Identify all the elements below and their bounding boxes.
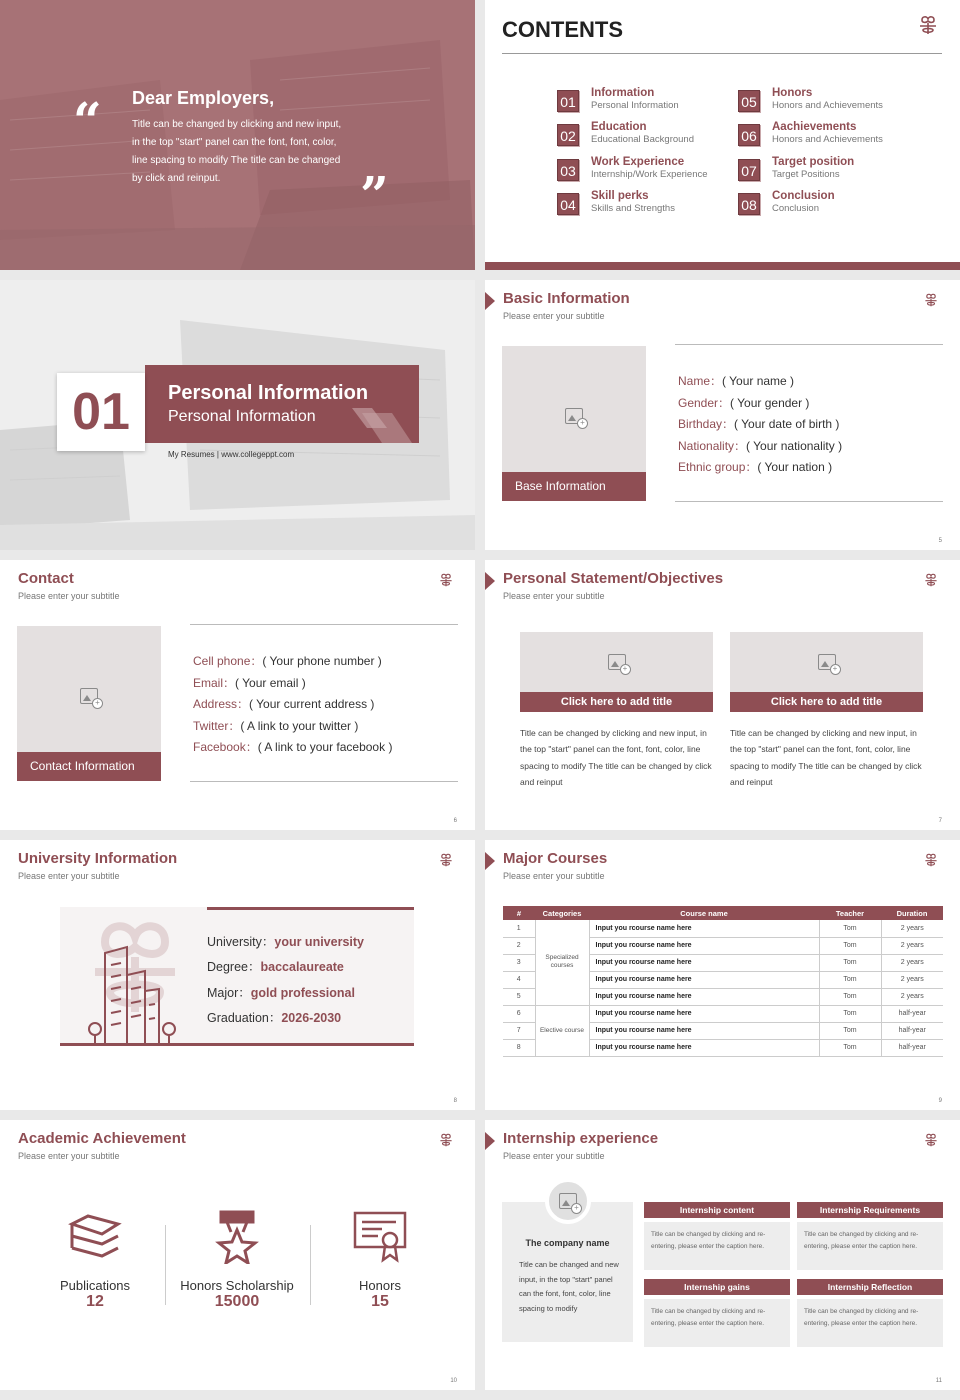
page-number: 10 [450,1378,457,1384]
toc-title: Skill perks [591,190,649,202]
company-logo-placeholder[interactable] [545,1178,591,1224]
info-row [678,371,842,393]
info-key: University： [207,935,275,949]
page-number: 5 [938,538,942,544]
info-value[interactable]: ( Your nation ) [757,460,833,475]
slide-subtitle[interactable]: Please enter your subtitle [503,311,605,321]
info-row [678,414,842,436]
university-logo-icon [924,852,938,868]
info-value[interactable]: 2026-2030 [281,1010,342,1025]
toc-number: 07 [738,159,760,181]
company-description[interactable]: Title can be changed and new input, in the top "start" panel can the font, font, color, line spacing to modify [519,1260,619,1313]
slide-title[interactable]: University Information [18,850,178,867]
box-title: Internship content [644,1202,790,1218]
toc-subtitle: Personal Information [591,100,679,111]
column-header: # [503,906,535,920]
slide-title[interactable]: Personal Statement/Objectives [503,570,724,587]
divider [60,1043,414,1046]
image-placeholder-icon [559,1193,577,1209]
info-row [207,930,364,955]
image-placeholder-icon [80,688,98,704]
info-key: Cell phone： [193,654,263,668]
duration-cell[interactable]: half-year [881,1022,943,1039]
slide-title[interactable]: Contact [18,570,74,587]
duration-cell[interactable]: 2 years [881,937,943,954]
university-logo-icon [924,572,938,588]
info-list [193,651,392,759]
course-name-cell[interactable]: Input you rcourse name here [589,954,819,971]
university-logo-icon [439,1132,453,1148]
row-number: 1 [503,920,535,937]
info-key: Degree： [207,960,261,975]
card-text[interactable]: Title can be changed by clicking and new input, in the top "start" panel can the font, font, color, line spacing to modify The title can be changed by click and reinput [520,728,712,787]
toc-subtitle: Internship/Work Experience [591,169,708,180]
image-placeholder-icon [608,654,626,670]
table-row [503,920,943,937]
contents-title: CONTENTS [502,17,623,42]
course-name-cell[interactable]: Input you rcourse name here [589,1022,819,1039]
certificate-icon [352,1210,408,1264]
info-row [193,694,392,716]
info-row [207,955,364,980]
divider [675,344,943,345]
teacher-cell[interactable]: Tom [819,1005,881,1022]
info-row [678,457,842,479]
page-number: 7 [938,818,942,824]
photo-label: Contact Information [17,752,161,781]
photo-placeholder[interactable] [502,346,646,501]
info-value[interactable]: ( Your phone number ) [262,654,382,668]
info-row [193,673,392,695]
toc-subtitle: Skills and Strengths [591,203,675,214]
duration-cell[interactable]: 2 years [881,971,943,988]
info-value[interactable]: ( Your name ) [722,374,795,388]
page-number: 8 [453,1098,457,1104]
title-arrow-icon [485,292,495,310]
section-number: 01 [57,373,145,451]
info-value[interactable]: ( A link to your twitter ) [240,718,359,733]
internship-gains-box[interactable] [644,1279,790,1347]
open-quote-icon: “ [73,91,102,150]
image-placeholder-icon [818,654,836,670]
column-header: Categories [535,906,589,920]
course-name-cell[interactable]: Input you rcourse name here [589,1039,819,1056]
category-cell[interactable]: Elective course [535,1005,589,1056]
card-title[interactable]: Click here to add title [520,692,713,712]
teacher-cell[interactable]: Tom [819,988,881,1005]
toc-subtitle: Honors and Achievements [772,134,883,145]
info-value[interactable]: ( Your current address ) [249,697,375,712]
toc-subtitle: Target Positions [772,169,840,180]
box-text[interactable]: Title can be changed by clicking and re-entering, please enter the caption here. [797,1222,943,1270]
slide-subtitle[interactable]: Please enter your subtitle [503,871,605,881]
section-tagline: My Resumes | www.collegeppt.com [168,450,295,459]
slide-title[interactable]: Academic Achievement [18,1130,186,1147]
duration-cell[interactable]: half-year [881,1039,943,1056]
row-number: 3 [503,954,535,971]
row-number: 4 [503,971,535,988]
slide-title[interactable]: Major Courses [503,850,608,867]
toc-number: 02 [557,124,579,146]
divider [207,907,414,910]
internship-requirements-box[interactable] [797,1202,943,1270]
info-value[interactable]: ( Your gender ) [730,395,810,410]
info-value[interactable]: ( Your email ) [235,675,306,690]
slide-subtitle[interactable]: Please enter your subtitle [18,871,120,881]
slide-body-text[interactable]: Title can be changed by clicking and new input, in the top "start" panel can the font, font, color, line spacing to modify The title can be changed by click and reinput. [132,119,342,184]
slide-subtitle[interactable]: Please enter your subtitle [18,591,120,601]
medal-star-icon [215,1210,259,1264]
info-row [678,393,842,415]
box-text[interactable]: Title can be changed by clicking and re-entering, please enter the caption here. [797,1299,943,1347]
toc-number: 04 [557,193,579,215]
stat-publications [35,1278,155,1311]
university-logo-icon [918,14,938,36]
university-logo-icon [439,852,453,868]
page-number: 9 [938,1098,942,1104]
info-row [207,981,364,1006]
row-number: 8 [503,1039,535,1056]
divider [675,501,943,502]
section-subtitle[interactable]: Personal Information [168,408,316,425]
table-header-row [503,906,943,920]
box-text[interactable]: Title can be changed by clicking and re-entering, please enter the caption here. [644,1222,790,1270]
slide-section-divider [0,280,475,550]
info-list [678,371,842,479]
info-row [193,716,392,738]
row-number: 7 [503,1022,535,1039]
stat-value[interactable]: 12 [86,1293,104,1310]
info-row [193,737,392,759]
slide-university-information [0,840,475,1110]
section-title[interactable]: Personal Information [168,382,369,404]
close-quote-icon: ” [360,165,389,224]
course-name-cell[interactable]: Input you rcourse name here [589,920,819,937]
box-title: Internship Requirements [797,1202,943,1218]
toc-subtitle: Conclusion [772,203,819,214]
info-key: Nationality： [678,438,747,453]
statement-card-image[interactable] [520,632,713,712]
column-header: Duration [881,906,943,920]
city-buildings-icon [85,945,180,1045]
divider [165,1225,166,1305]
title-arrow-icon [485,852,495,870]
toc-number: 08 [738,193,760,215]
row-number: 5 [503,988,535,1005]
toc-number: 01 [557,90,579,112]
stat-label: Publications [59,1278,131,1293]
title-arrow-icon [485,1132,495,1150]
page-number: 6 [453,818,457,824]
stat-honors [320,1278,440,1311]
teacher-cell[interactable]: Tom [819,954,881,971]
box-title: Internship gains [644,1279,790,1295]
teacher-cell[interactable]: Tom [819,971,881,988]
toc-number: 06 [738,124,760,146]
info-value[interactable]: your university [274,935,364,949]
teacher-cell[interactable]: Tom [819,1022,881,1039]
stat-label: Honors Scholarship [180,1278,294,1293]
slide-subtitle[interactable]: Please enter your subtitle [503,591,605,601]
stat-label: Honors [359,1278,401,1293]
info-key: Ethnic group： [678,460,758,475]
info-value[interactable]: ( Your nationality ) [746,438,843,453]
toc-title: Conclusion [772,190,835,202]
photo-label: Base Information [502,472,646,501]
divider [190,781,458,782]
info-key: Name： [678,374,723,388]
course-name-cell[interactable]: Input you rcourse name here [589,988,819,1005]
card-title[interactable]: Click here to add title [730,692,923,712]
slide-title[interactable]: Dear Employers, [132,88,275,108]
decorative-shape [352,408,422,448]
teacher-cell[interactable]: Tom [819,937,881,954]
image-placeholder-icon [565,408,583,424]
info-key: Birthday： [678,417,735,432]
stat-value[interactable]: 15000 [214,1293,260,1310]
toc-title: Education [591,121,647,133]
info-key: Facebook： [193,740,258,755]
stat-honors-scholarship [172,1278,302,1311]
toc-title: Information [591,87,655,99]
slide-title[interactable]: Internship experience [503,1130,659,1147]
slide-personal-statement [485,560,960,830]
info-key: Graduation： [207,1010,282,1025]
table-row [503,1005,943,1022]
row-number: 6 [503,1005,535,1022]
info-row [207,1006,364,1031]
card-text[interactable]: Title can be changed by clicking and new input, in the top "start" panel can the font, font, color, line spacing to modify The title can be changed by click and reinput [730,728,922,787]
course-name-cell[interactable]: Input you rcourse name here [589,937,819,954]
category-cell[interactable]: Specialized courses [535,920,589,1005]
toc-title: Work Experience [591,156,685,168]
slide-title[interactable]: Basic Information [503,290,630,307]
info-row [678,436,842,458]
column-header: Course name [589,906,819,920]
toc-subtitle: Educational Background [591,134,694,145]
info-value[interactable]: ( Your date of birth ) [734,417,840,432]
divider [502,53,942,54]
info-key: Twitter： [193,718,241,733]
teacher-cell[interactable]: Tom [819,1039,881,1056]
company-name[interactable]: The company name [525,1238,610,1248]
duration-cell[interactable]: 2 years [881,920,943,937]
slide-intro [0,0,475,270]
books-stack-icon [68,1212,122,1260]
slide-contents [485,0,960,270]
info-value[interactable]: baccalaureate [260,960,344,975]
toc-number: 03 [557,159,579,181]
page-number: 11 [935,1378,942,1384]
row-number: 2 [503,937,535,954]
toc-title: Aachievements [772,121,857,133]
toc-title: Honors [772,87,813,99]
duration-cell[interactable]: 2 years [881,988,943,1005]
info-value[interactable]: gold professional [250,985,355,1000]
slide-contact [0,560,475,830]
stat-value[interactable]: 15 [371,1293,389,1310]
info-key: Email： [193,675,236,690]
info-key: Major： [207,985,251,1000]
box-text[interactable]: Title can be changed by clicking and re-entering, please enter the caption here. [644,1299,790,1347]
divider [310,1225,311,1305]
internship-content-box[interactable] [644,1202,790,1270]
duration-cell[interactable]: half-year [881,1005,943,1022]
box-title: Internship Reflection [797,1279,943,1295]
title-arrow-icon [485,572,495,590]
slide-subtitle[interactable]: Please enter your subtitle [503,1151,605,1161]
toc-number: 05 [738,90,760,112]
info-value[interactable]: ( A link to your facebook ) [257,740,393,755]
university-logo-icon [924,292,938,308]
slide-major-courses [485,840,960,1110]
course-name-cell[interactable]: Input you rcourse name here [589,971,819,988]
statement-card-image[interactable] [730,632,923,712]
internship-reflection-box[interactable] [797,1279,943,1347]
photo-placeholder[interactable] [17,626,161,781]
footer-bar [485,262,960,270]
courses-table [503,906,943,1057]
university-logo-icon [924,1132,938,1148]
toc-title: Target position [772,156,855,168]
university-info-list [207,930,364,1031]
toc-subtitle: Honors and Achievements [772,100,883,111]
slide-basic-information [485,280,960,550]
divider [190,624,458,625]
slide-internship-experience [485,1120,960,1390]
info-key: Address： [193,697,250,712]
university-logo-icon [439,572,453,588]
info-row [193,651,392,673]
info-key: Gender： [678,395,731,410]
course-name-cell[interactable]: Input you rcourse name here [589,1005,819,1022]
slide-academic-achievement [0,1120,475,1390]
slide-subtitle[interactable]: Please enter your subtitle [18,1151,120,1161]
teacher-cell[interactable]: Tom [819,920,881,937]
duration-cell[interactable]: 2 years [881,954,943,971]
column-header: Teacher [819,906,881,920]
